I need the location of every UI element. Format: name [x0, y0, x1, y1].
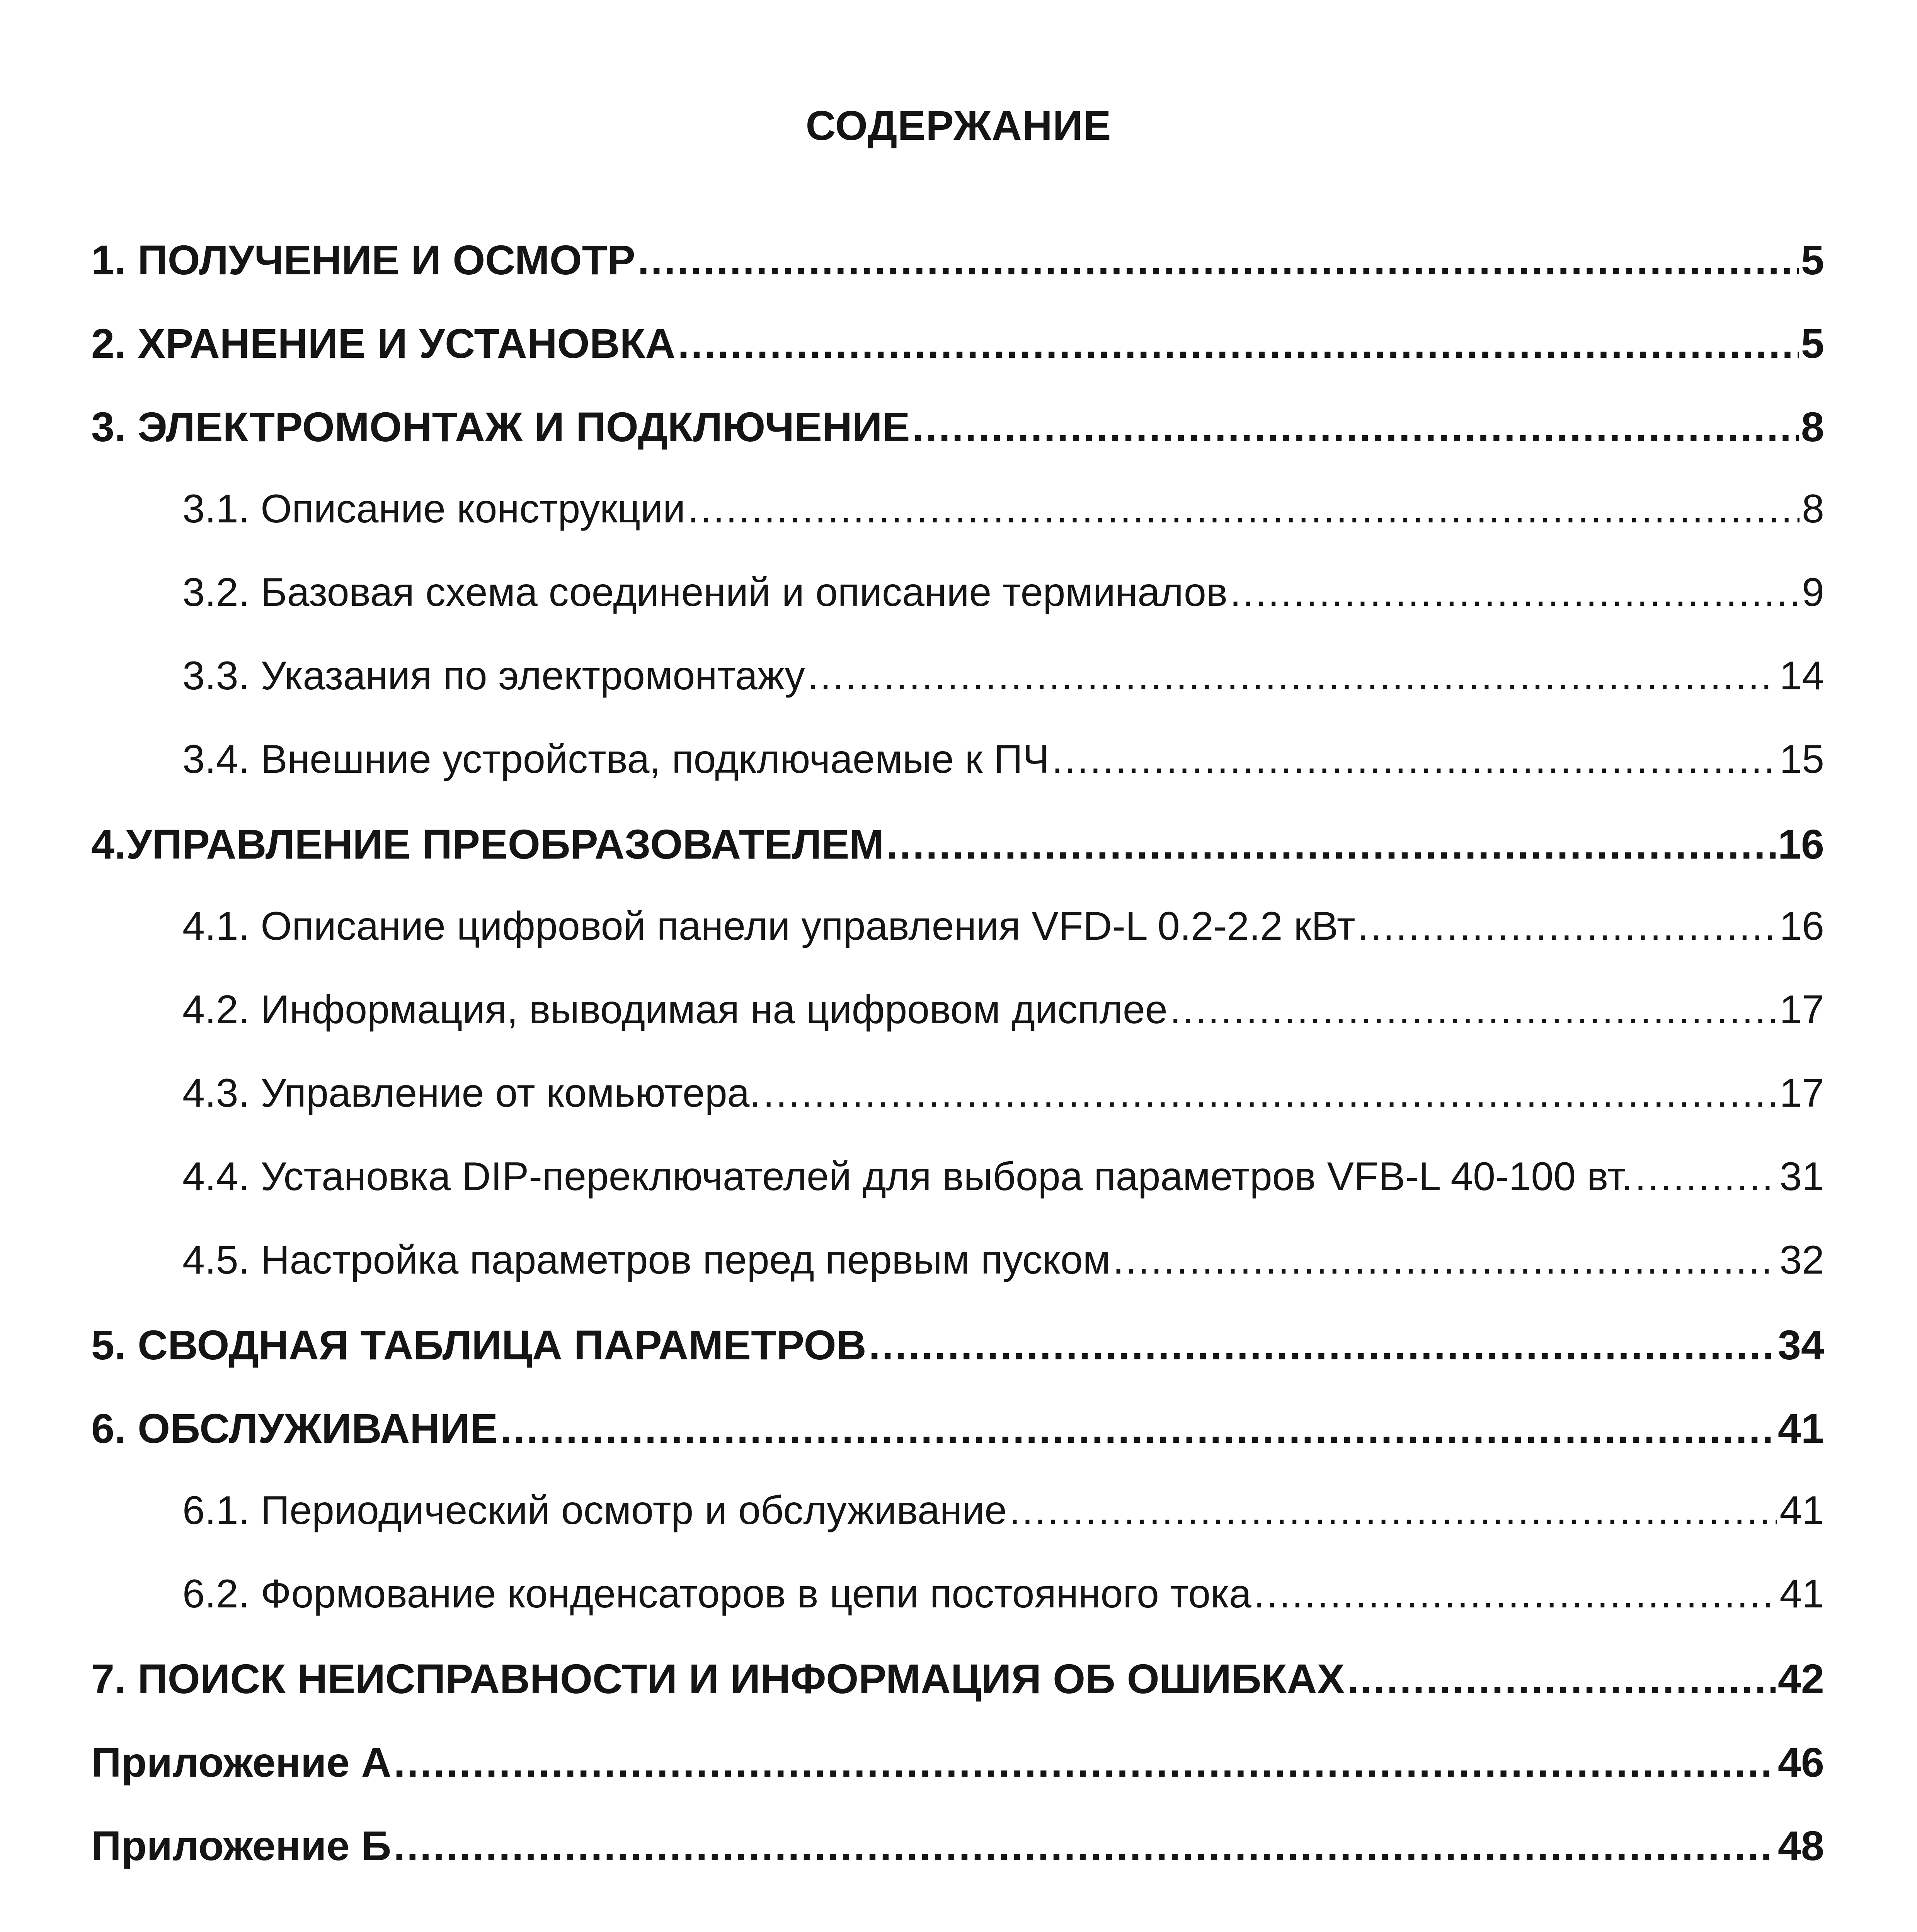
toc-entry-page: 31	[1779, 1154, 1824, 1199]
toc-leader-dots	[763, 1070, 1777, 1116]
toc-entry[interactable]	[91, 486, 1824, 544]
toc-leader-dots	[1170, 987, 1777, 1033]
toc-entry[interactable]	[91, 1321, 1824, 1379]
toc-entry[interactable]	[91, 1571, 1824, 1629]
toc-entry[interactable]	[91, 1655, 1824, 1713]
toc-leader-dots	[393, 1821, 1776, 1870]
toc-entry[interactable]	[91, 570, 1824, 628]
toc-entry-page: 46	[1777, 1739, 1824, 1786]
toc-entry[interactable]	[91, 1404, 1824, 1462]
toc-entry[interactable]	[91, 403, 1824, 461]
toc-leader-dots	[678, 319, 1799, 367]
toc-entry-page: 9	[1802, 570, 1824, 615]
toc-entry-label: 6.1. Периодический осмотр и обслуживание	[182, 1488, 1007, 1533]
toc-entry-label: 3.3. Указания по электромонтажу	[182, 653, 805, 698]
toc-entry-label: 2. ХРАНЕНИЕ И УСТАНОВКА	[91, 320, 676, 367]
toc-entry-page: 34	[1777, 1321, 1824, 1368]
toc-leader-dots	[500, 1404, 1776, 1452]
toc-entry-page: 16	[1779, 904, 1824, 949]
toc-entry-label: 4.УПРАВЛЕНИЕ ПРЕОБРАЗОВАТЕЛЕМ	[91, 821, 884, 867]
toc-leader-dots	[1009, 1488, 1777, 1534]
toc-entry-page: 17	[1779, 987, 1824, 1032]
toc-entry[interactable]	[91, 1237, 1824, 1295]
toc-entry-page: 8	[1801, 403, 1824, 450]
toc-entry-label: 4.5. Настройка параметров перед первым пуском	[182, 1238, 1111, 1282]
toc-entry-label: 4.4. Установка DIP-переключателей для выбора параметров VFB-L 40-100 вт.	[182, 1154, 1633, 1199]
toc-entry-page: 14	[1779, 653, 1824, 698]
toc-leader-dots	[1347, 1655, 1775, 1703]
toc-leader-dots	[807, 653, 1777, 699]
toc-entry[interactable]	[91, 1488, 1824, 1546]
toc-entry[interactable]	[91, 319, 1824, 377]
toc-entry-label: 3.2. Базовая схема соединений и описание терминалов	[182, 570, 1228, 615]
toc-entry-page: 41	[1779, 1488, 1824, 1533]
toc-entry-label: 6. ОБСЛУЖИВАНИЕ	[91, 1405, 498, 1452]
toc-leader-dots	[1113, 1237, 1777, 1283]
toc-entry[interactable]	[91, 903, 1824, 961]
toc-entry[interactable]	[91, 1154, 1824, 1212]
toc-entry[interactable]	[91, 236, 1824, 294]
toc-entry[interactable]	[91, 1738, 1824, 1796]
toc-leader-dots	[1230, 570, 1800, 616]
toc-entry-page: 32	[1779, 1238, 1824, 1282]
toc-entry-page: 5	[1801, 236, 1824, 283]
toc-entry-page: 5	[1801, 320, 1824, 367]
page-title: СОДЕРЖАНИЕ	[805, 102, 1112, 149]
toc-leader-dots	[1358, 903, 1777, 949]
toc-entry-label: 5. СВОДНАЯ ТАБЛИЦА ПАРАМЕТРОВ	[91, 1321, 867, 1368]
toc-leader-dots	[1254, 1571, 1777, 1617]
toc-entry-label: Приложение А	[91, 1739, 392, 1786]
toc-leader-dots	[688, 486, 1800, 532]
toc-leader-dots	[638, 236, 1799, 284]
toc-entry-label: 3.4. Внешние устройства, подключаемые к ПЧ	[182, 737, 1050, 782]
toc-entry-page: 16	[1777, 821, 1824, 867]
toc-entry-page: 48	[1777, 1822, 1824, 1869]
toc-entry-label: 3.1. Описание конструкции	[182, 486, 686, 531]
toc-leader-dots	[1052, 736, 1777, 782]
toc-entry[interactable]	[91, 736, 1824, 794]
toc-entry-label: 4.1. Описание цифровой панели управления VFD-L 0.2-2.2 кВт	[182, 904, 1355, 949]
toc-entry-page: 17	[1779, 1071, 1824, 1116]
toc-leader-dots	[913, 403, 1799, 451]
toc-entry-label: 3. ЭЛЕКТРОМОНТАЖ И ПОДКЛЮЧЕНИЕ	[91, 403, 910, 450]
toc-entry-label: 1. ПОЛУЧЕНИЕ И ОСМОТР	[91, 236, 635, 283]
toc-entry-label: 4.3. Управление от комьютера.	[182, 1071, 761, 1116]
toc-entry-page: 41	[1777, 1405, 1824, 1452]
toc-entry-label: 7. ПОИСК НЕИСПРАВНОСТИ И ИНФОРМАЦИЯ ОБ ОШИБКАХ	[91, 1655, 1345, 1702]
toc-entry[interactable]	[91, 653, 1824, 711]
toc-entry-page: 15	[1779, 737, 1824, 782]
toc-leader-dots	[394, 1738, 1776, 1786]
toc-leader-dots	[886, 820, 1776, 868]
toc-entry[interactable]	[91, 987, 1824, 1045]
toc-entry-page: 8	[1802, 486, 1824, 531]
toc-entry-label: 4.2. Информация, выводимая на цифровом дисплее	[182, 987, 1168, 1032]
toc-entry-page: 41	[1779, 1571, 1824, 1616]
toc-entry-label: 6.2. Формование конденсаторов в цепи постоянного тока	[182, 1571, 1251, 1616]
toc-leader-dots	[869, 1321, 1776, 1369]
toc-entry[interactable]	[91, 1821, 1824, 1879]
toc-entry-label: Приложение Б	[91, 1822, 392, 1869]
toc-entry[interactable]	[91, 1070, 1824, 1128]
toc-entry-page: 42	[1777, 1655, 1824, 1702]
toc-entry[interactable]	[91, 820, 1824, 878]
toc-leader-dots	[1635, 1154, 1777, 1200]
